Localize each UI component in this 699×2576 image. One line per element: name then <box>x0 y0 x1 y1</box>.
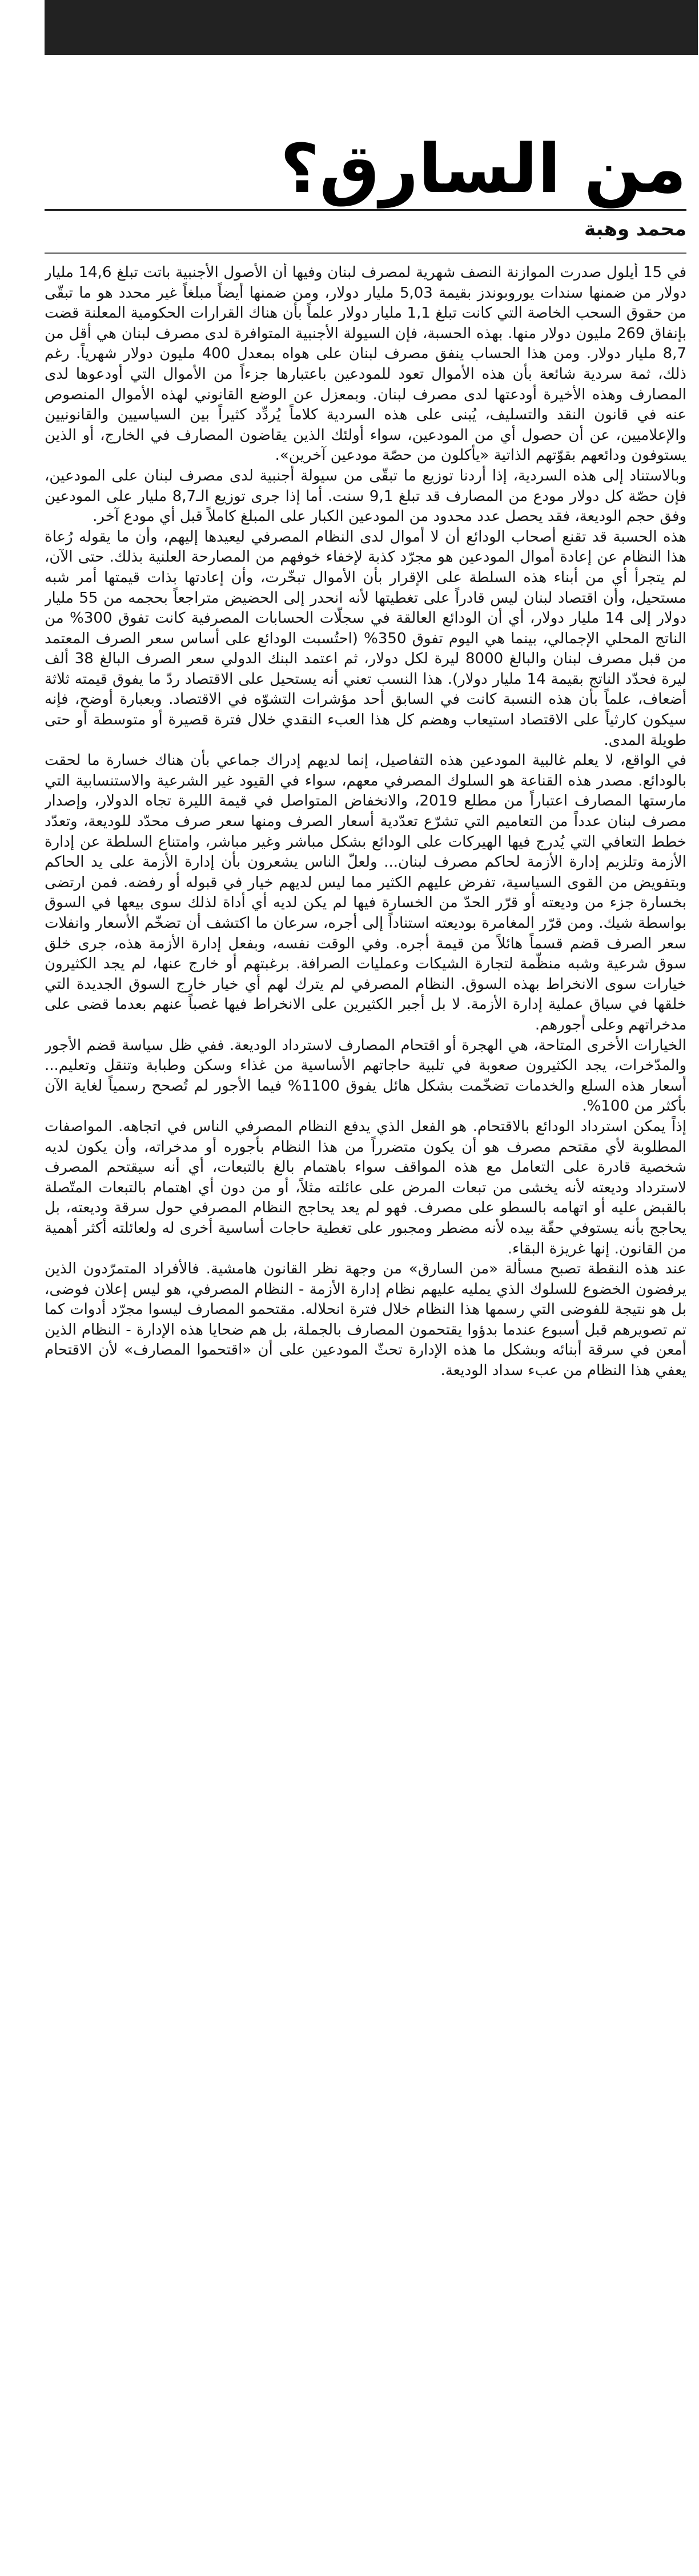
article-title: من السارق؟ <box>280 129 686 208</box>
title-divider <box>45 209 686 211</box>
byline-divider <box>45 253 686 254</box>
section-header-bar <box>45 0 698 55</box>
article-paragraph: الخيارات الأخرى المتاحة، هي الهجرة أو اقتحام المصارف لاسترداد الوديعة. ففي ظل سياسة قضم الأجور والمدّخرات، يجد الكثيرون صعوبة في تلبية حاجاتهم الأساسية من غذاء وسكن وطبابة وتنقل وتعليم... أسعار هذه السلع والخدمات تضخّمت بشكل هائل يفوق 1100% فيما الأجور لم تُصحح رسمياً لغاية الآن بأكثر من 100%. <box>45 1036 686 1115</box>
article-paragraph: في الواقع، لا يعلم غالبية المودعين هذه التفاصيل، إنما لديهم إدراك جماعي بأن هناك خسارة ما لحقت بالودائع. مصدر هذه القناعة هو السلوك المصرفي معهم، سواء في القيود غير الشرعية والاستنسابية التي مارستها المصارف اعتباراً من مطلع 2019، والانخفاض المتواصل في قيمة الليرة تجاه الدولار، وإصدار مصرف لبنان عدداً من التعاميم التي تشرّع تعدّدية أسعار الصرف ومنها سعر صرف محدّد للوديعة، وتعدّد خطط التعافي التي يُدرج فيها الهيركات على الودائع بشكل مباشر وغير مباشر، وامتناع السلطة عن إدارة الأزمة وتلزيم إدارة الأزمة لحاكم مصرف لبنان... ولعلّ الناس يشعرون بأن إدارة الأزمة على يد الحاكم وبتفويض من القوى السياسية، تفرض عليهم الكثير مما ليس لديهم خيار في قبوله أو رفضه. فمن ارتضى بخسارة جزء من وديعته أو قرّر الحدّ من الخسارة فيها لم يكن لديه أي أداة لذلك سوى بيعها في السوق بواسطة شيك. ومن قرّر المغامرة بوديعته استناداً إلى أجره، سرعان ما اكتشف أن تضخّم الأسعار وانفلات سعر الصرف قضم قسماً هائلاً من قيمة أجره. وفي الوقت نفسه، وبفعل إدارة الأزمة هذه، جرى خلق سوق شرعية وشبه منظّمة لتجارة الشيكات وعمليات الصرافة. برغبتهم أو خارج عنها، لم يجد الكثيرون خيارات سوى الانخراط بهذه السوق. النظام المصرفي لم يترك لهم أي خيار خارج السوق الجديدة التي خلقها في سياق عملية إدارة الأزمة. لا بل أجبر الكثيرين على الانخراط فيها غصباً عنهم بعدما قضى على مدخراتهم وعلى أجورهم. <box>45 752 686 1033</box>
article-paragraph: في 15 أيلول صدرت الموازنة النصف شهرية لمصرف لبنان وفيها أن الأصول الأجنبية باتت تبلغ 14,6 مليار دولار من ضمنها سندات يوروبوندز بقيمة 5,03 مليار دولار، ومن ضمنها أيضاً مبلغاً غير محدد هو ما تبقّى من حقوق السحب الخاصة التي كانت تبلغ 1,1 مليار دولار علماً بأن هناك القرارات الحكومية المعلنة قضت بإنفاق 269 مليون دولار منها. بهذه الحسبة، فإن السيولة الأجنبية المتوافرة لدى مصرف لبنان هي أقل من 8,7 مليار دولار. ومن هذا الحساب ينفق مصرف لبنان على هواه بمعدل 400 مليون دولار شهرياً. رغم ذلك، ثمة سردية شائعة بأن هذه الأموال تعود للمودعين باعتبارها جزءاً من الأموال التي أودعوها لدى المصارف وهذه الأخيرة أودعتها لدى مصرف لبنان. وبمعزل عن الوضع القانوني لهذه الأموال المنصوص عنه في قانون النقد والتسليف، يُبنى على هذه السردية كلاماً يُردِّد كثيراً بين السياسيين والقانونيين والإعلاميين، عن أن حصول أي من المودعين، سواء أولئك الذين يقاضون المصارف في الخارج، أو الذين يستوفون ودائعهم بقوّتهم الذاتية «يأكلون من حصّة مودعين آخرين». <box>45 264 686 464</box>
article-paragraph: هذه الحسبة قد تقنع أصحاب الودائع أن لا أموال لدى النظام المصرفي ليعيدها إليهم، وأن ما يقوله رُعاة هذا النظام عن إعادة أموال المودعين هو مجرّد كذبة لإخفاء خوفهم من المصارحة العلنية بذلك. حتى الآن، لم يتجرأ أي من أبناء هذه السلطة على الإقرار بأن الأموال تبخّرت، وأن إعادتها بذات قيمتها أمر شبه مستحيل، وأن اقتصاد لبنان ليس قادراً على تغطيتها لأنه انحدر إلى الحضيض متراجعاً بحجمه من 55 مليار دولار إلى 14 مليار دولار، أي أن الودائع العالقة في سجلّات الحسابات المصرفية كانت تفوق 300% من الناتج المحلي الإجمالي، بينما هي اليوم تفوق 350% (احتُسبت الودائع على أساس سعر الصرف المعتمد من قبل مصرف لبنان والبالغ 8000 ليرة لكل دولار، ثم اعتمد البنك الدولي سعر الصرف البالغ 38 ألف ليرة فحدّد الناتج بقيمة 14 مليار دولار). هذا النسب تعني أنه يستحيل على الاقتصاد ردّ ما يفوق قيمته ثلاثة أضعاف، علماً بأن هذه النسبة كانت في السابق أحد مؤشرات التشوّه في الاقتصاد. وبعبارة أوضح، فإنه سيكون كارثياً على الاقتصاد استيعاب وهضم كل هذا العبء النقدي خلال فترة قصيرة أو متوسطة أو حتى طويلة المدى. <box>45 528 686 749</box>
article-paragraph: عند هذه النقطة تصبح مسألة «من السارق» من وجهة نظر القانون هامشية. فالأفراد المتمرّدون الذين يرفضون الخضوع للسلوك الذي يمليه عليهم نظام إدارة الأزمة - النظام المصرفي، هو ليس إعلان فوضى، بل هو نتيجة للفوضى التي رسمها هذا النظام خلال فترة انحلاله. مقتحمو المصارف ليسوا مجرّد أدوات كما تم تصويرهم قبل أسبوع عندما بدؤوا يقتحمون المصارف بالجملة، بل هم ضحايا هذه الإدارة - النظام الذين أمعن في سرقة أبنائه وبشكل ما هذه الإدارة تحثّ المودعين على أن «اقتحموا المصارف» لأن الاقتحام يعفي هذا النظام من عبء سداد الوديعة. <box>45 1260 686 1380</box>
author-byline: محمد وهبة <box>584 218 686 241</box>
article-body <box>45 263 686 2568</box>
article-paragraph: إذاً يمكن استرداد الودائع بالاقتحام. هو الفعل الذي يدفع النظام المصرفي الناس في اتجاهه. المواصفات المطلوبة لأي مقتحم مصرف هو أن يكون متضرراً من هذا النظام بأجوره أو مدخراته، وأن يكون لديه شخصية قادرة على التعامل مع هذه المواقف سواء باهتمام بالغ بالتبعات، أي أنه سيقتحم المصرف لاسترداد وديعته لأنه يخشى من تبعات المرض على عائلته مثلاً، أو من دون أي اهتمام بالتبعات المتّصلة بالقبض عليه أو اتهامه بالسطو على مصرف. فهو لم يعد يحاجج النظام المصرفي حول سرقة وديعته، بل يحاجج بأنه يستوفي حقّة بيده لأنه مضطر ومجبور على تغطية حاجات أساسية أخرى له ولعائلته أكثر أهمية من القانون. إنها غريزة البقاء. <box>45 1117 686 1257</box>
article-paragraph: وبالاستناد إلى هذه السردية، إذا أردنا توزيع ما تبقّى من سيولة أجنبية لدى مصرف لبنان على المودعين، فإن حصّة كل دولار مودع من المصارف قد تبلغ 9,1 سنت. أما إذا جرى توزيع الـ8,7 مليار على المودعين وفق حجم الوديعة، فقد يحصل عدد محدود من المودعين الكبار على المبلغ كاملاً قبل أي مودع آخر. <box>45 467 686 526</box>
